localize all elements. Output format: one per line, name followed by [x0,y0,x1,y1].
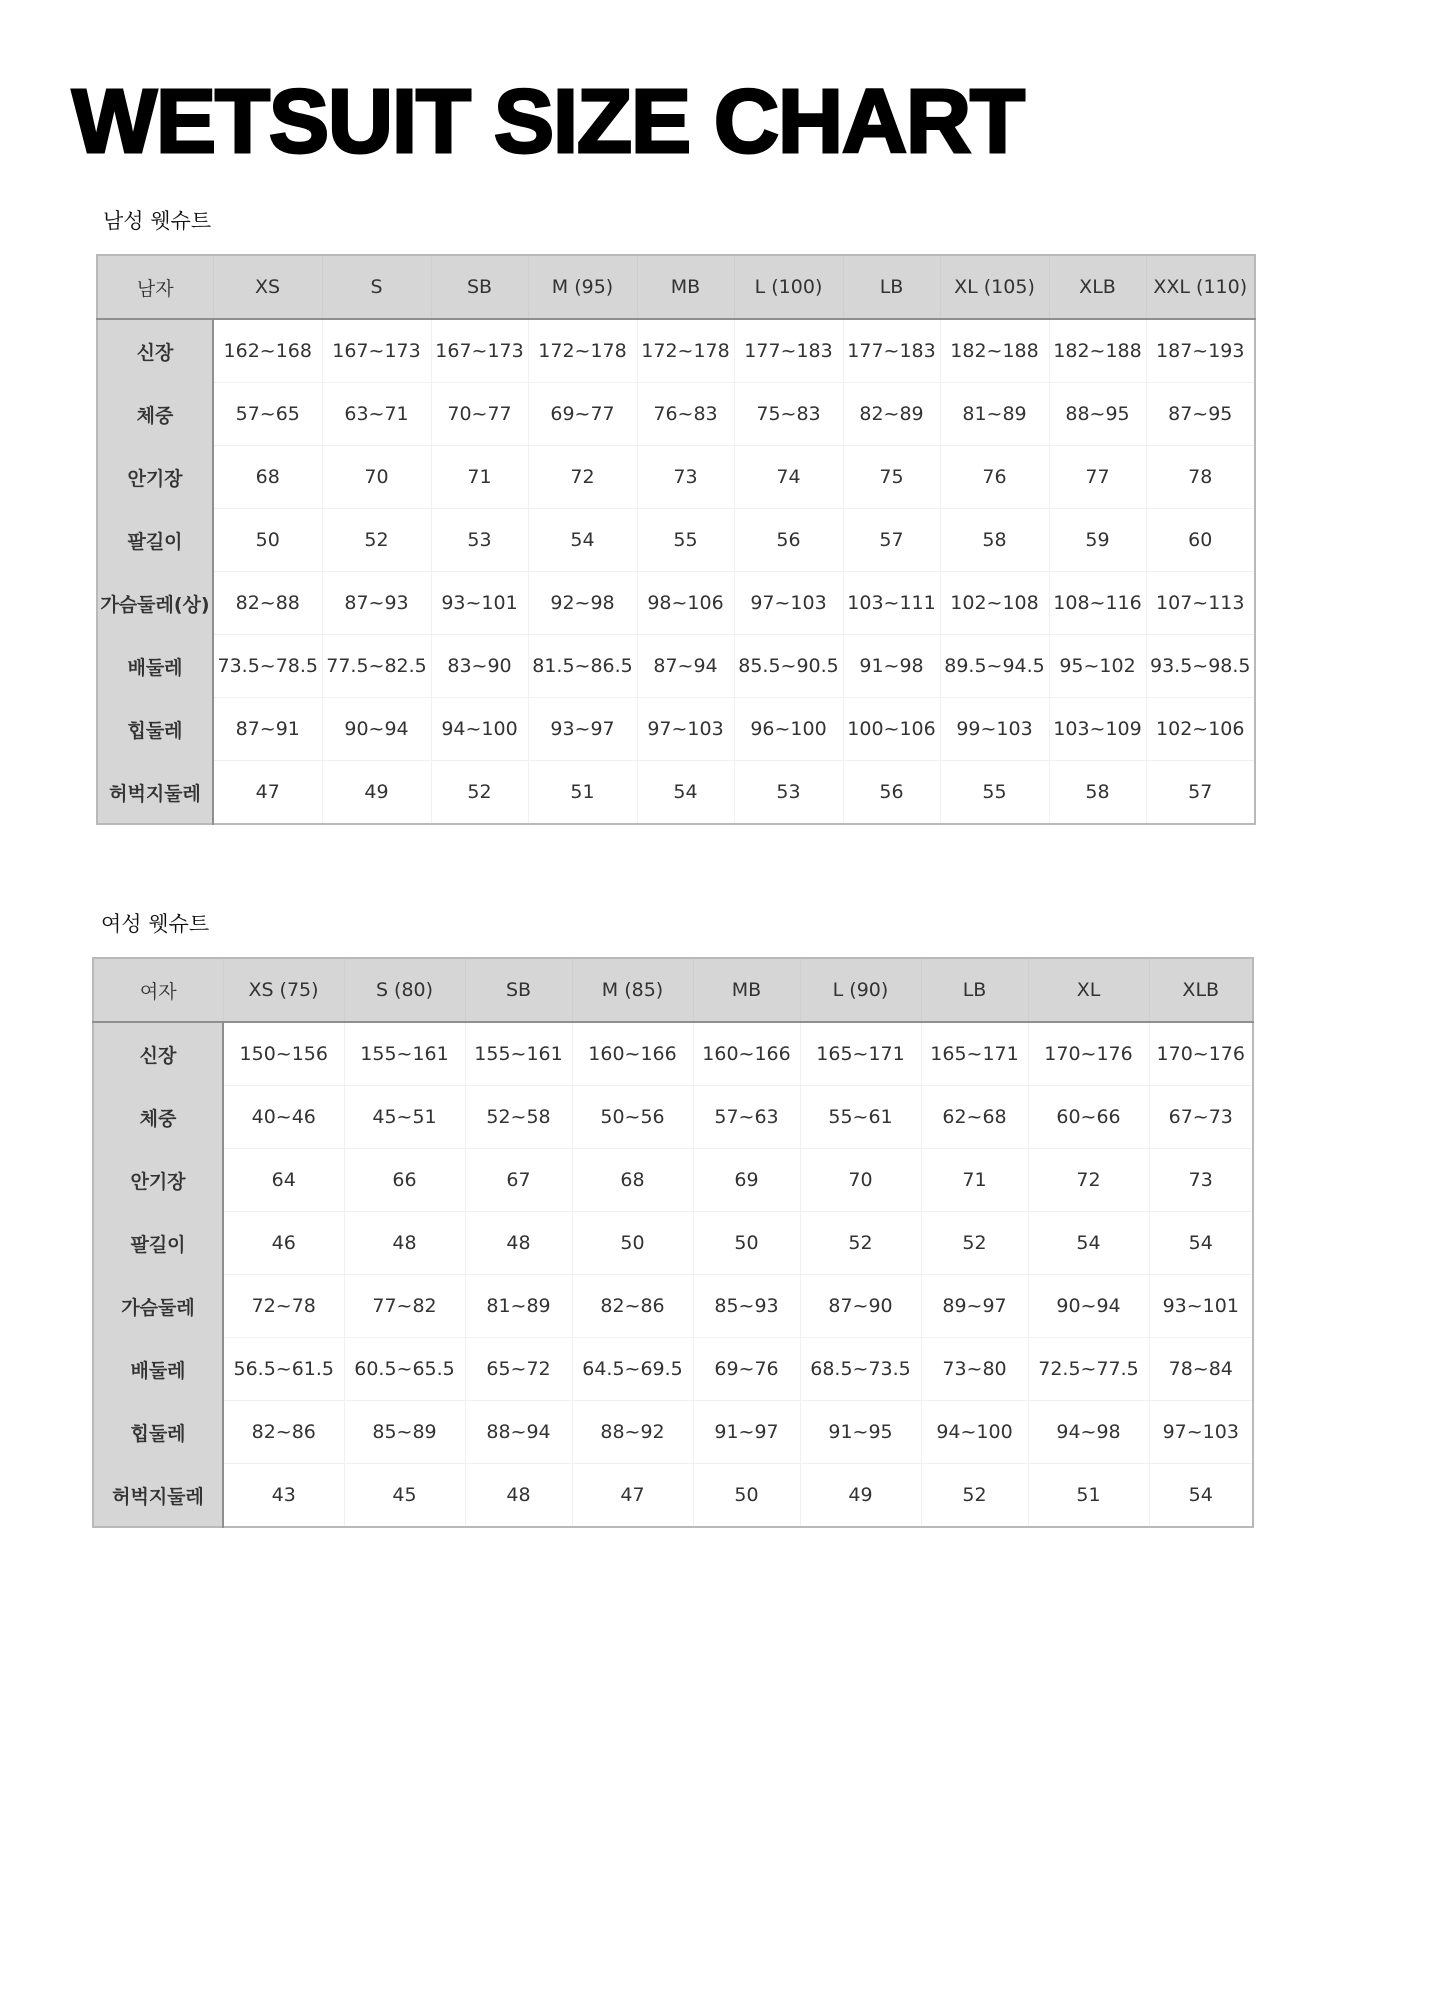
table-cell: 63~71 [322,383,431,446]
table-cell: 60.5~65.5 [344,1338,465,1401]
table-cell: 59 [1049,509,1146,572]
table-cell: 69~77 [528,383,637,446]
table-cell: 50 [693,1212,800,1275]
table-cell: 68 [572,1149,693,1212]
table-row [93,1338,1253,1401]
men-size-header: XXL (110) [1146,255,1255,319]
table-cell: 52~58 [465,1086,572,1149]
men-size-header: M (95) [528,255,637,319]
table-cell: 102~108 [940,572,1049,635]
table-cell: 103~109 [1049,698,1146,761]
table-cell: 88~92 [572,1401,693,1464]
table-cell: 182~188 [1049,319,1146,383]
table-cell: 167~173 [322,319,431,383]
women-size-header: XL [1028,958,1149,1022]
women-size-header: S (80) [344,958,465,1022]
table-cell: 107~113 [1146,572,1255,635]
table-row [97,319,1255,383]
table-cell: 85~93 [693,1275,800,1338]
table-cell: 53 [734,761,843,825]
table-row [97,446,1255,509]
table-cell: 69~76 [693,1338,800,1401]
table-cell: 51 [1028,1464,1149,1528]
table-row [97,761,1255,825]
men-size-header: L (100) [734,255,843,319]
table-cell: 57 [1146,761,1255,825]
table-cell: 72~78 [223,1275,344,1338]
table-cell: 57~65 [213,383,322,446]
table-cell: 82~89 [843,383,940,446]
table-cell: 81~89 [465,1275,572,1338]
men-row-label: 신장 [97,319,213,383]
table-cell: 68.5~73.5 [800,1338,921,1401]
table-cell: 160~166 [693,1022,800,1086]
women-size-table [92,957,1254,1528]
table-cell: 98~106 [637,572,734,635]
table-row [97,698,1255,761]
table-cell: 67 [465,1149,572,1212]
women-row-label: 신장 [93,1022,223,1086]
table-cell: 93.5~98.5 [1146,635,1255,698]
table-cell: 87~95 [1146,383,1255,446]
table-cell: 45 [344,1464,465,1528]
women-row-label: 허벅지둘레 [93,1464,223,1528]
table-cell: 70 [322,446,431,509]
women-size-header: SB [465,958,572,1022]
table-cell: 55~61 [800,1086,921,1149]
women-row-label: 팔길이 [93,1212,223,1275]
table-cell: 73 [637,446,734,509]
table-row [93,1149,1253,1212]
men-row-label: 배둘레 [97,635,213,698]
table-cell: 66 [344,1149,465,1212]
table-cell: 55 [637,509,734,572]
table-cell: 165~171 [800,1022,921,1086]
table-cell: 52 [921,1212,1028,1275]
table-cell: 81.5~86.5 [528,635,637,698]
women-row-label: 가슴둘레 [93,1275,223,1338]
table-cell: 54 [1149,1212,1253,1275]
table-cell: 90~94 [322,698,431,761]
men-size-header: SB [431,255,528,319]
women-row-label: 힙둘레 [93,1401,223,1464]
men-row-label: 힙둘레 [97,698,213,761]
men-row-label: 안기장 [97,446,213,509]
table-cell: 60~66 [1028,1086,1149,1149]
table-cell: 58 [1049,761,1146,825]
table-cell: 155~161 [344,1022,465,1086]
women-size-header: MB [693,958,800,1022]
table-cell: 103~111 [843,572,940,635]
table-cell: 46 [223,1212,344,1275]
table-cell: 85~89 [344,1401,465,1464]
women-size-header: L (90) [800,958,921,1022]
table-cell: 108~116 [1049,572,1146,635]
table-cell: 49 [800,1464,921,1528]
table-cell: 48 [465,1464,572,1528]
table-cell: 55 [940,761,1049,825]
table-cell: 81~89 [940,383,1049,446]
table-cell: 87~90 [800,1275,921,1338]
table-cell: 94~100 [921,1401,1028,1464]
table-cell: 67~73 [1149,1086,1253,1149]
table-cell: 48 [465,1212,572,1275]
table-cell: 90~94 [1028,1275,1149,1338]
women-row-label: 배둘레 [93,1338,223,1401]
table-cell: 43 [223,1464,344,1528]
men-size-table [96,254,1256,825]
table-cell: 82~86 [572,1275,693,1338]
table-cell: 40~46 [223,1086,344,1149]
table-cell: 88~95 [1049,383,1146,446]
table-cell: 75 [843,446,940,509]
table-cell: 76 [940,446,1049,509]
table-cell: 96~100 [734,698,843,761]
table-cell: 74 [734,446,843,509]
table-cell: 50 [572,1212,693,1275]
table-cell: 52 [800,1212,921,1275]
table-cell: 150~156 [223,1022,344,1086]
women-size-header: M (85) [572,958,693,1022]
table-cell: 47 [213,761,322,825]
men-row-label: 팔길이 [97,509,213,572]
table-cell: 93~97 [528,698,637,761]
table-row [93,1275,1253,1338]
table-cell: 91~97 [693,1401,800,1464]
women-corner-header: 여자 [93,958,223,1022]
table-cell: 94~100 [431,698,528,761]
table-cell: 57~63 [693,1086,800,1149]
table-cell: 82~86 [223,1401,344,1464]
men-size-header: S [322,255,431,319]
table-cell: 172~178 [528,319,637,383]
table-cell: 78 [1146,446,1255,509]
table-cell: 93~101 [1149,1275,1253,1338]
table-cell: 50 [213,509,322,572]
table-cell: 60 [1146,509,1255,572]
table-row [93,1212,1253,1275]
table-cell: 187~193 [1146,319,1255,383]
table-cell: 54 [1149,1464,1253,1528]
table-cell: 56.5~61.5 [223,1338,344,1401]
men-size-header: XS [213,255,322,319]
table-cell: 93~101 [431,572,528,635]
table-row [93,1086,1253,1149]
table-cell: 94~98 [1028,1401,1149,1464]
table-cell: 72 [528,446,637,509]
table-cell: 170~176 [1028,1022,1149,1086]
table-cell: 95~102 [1049,635,1146,698]
table-cell: 167~173 [431,319,528,383]
table-cell: 89.5~94.5 [940,635,1049,698]
table-cell: 87~94 [637,635,734,698]
table-cell: 71 [431,446,528,509]
table-cell: 69 [693,1149,800,1212]
table-cell: 73.5~78.5 [213,635,322,698]
men-row-label: 허벅지둘레 [97,761,213,825]
table-cell: 57 [843,509,940,572]
table-cell: 52 [322,509,431,572]
table-cell: 85.5~90.5 [734,635,843,698]
men-row-label: 체중 [97,383,213,446]
men-size-header: MB [637,255,734,319]
table-cell: 73~80 [921,1338,1028,1401]
table-cell: 91~95 [800,1401,921,1464]
table-cell: 182~188 [940,319,1049,383]
men-section-label: 남성 웻슈트 [103,209,212,233]
table-cell: 82~88 [213,572,322,635]
table-cell: 162~168 [213,319,322,383]
table-cell: 97~103 [1149,1401,1253,1464]
table-cell: 71 [921,1149,1028,1212]
men-row-label: 가슴둘레(상) [97,572,213,635]
table-cell: 102~106 [1146,698,1255,761]
table-cell: 177~183 [843,319,940,383]
table-cell: 68 [213,446,322,509]
table-row [97,383,1255,446]
men-size-header: XLB [1049,255,1146,319]
table-cell: 52 [431,761,528,825]
women-row-label: 체중 [93,1086,223,1149]
table-cell: 100~106 [843,698,940,761]
table-cell: 170~176 [1149,1022,1253,1086]
table-cell: 76~83 [637,383,734,446]
table-row [93,1464,1253,1528]
table-cell: 70 [800,1149,921,1212]
table-cell: 54 [637,761,734,825]
women-size-header: XLB [1149,958,1253,1022]
women-row-label: 안기장 [93,1149,223,1212]
table-cell: 172~178 [637,319,734,383]
table-cell: 52 [921,1464,1028,1528]
table-cell: 65~72 [465,1338,572,1401]
table-cell: 64 [223,1149,344,1212]
table-cell: 177~183 [734,319,843,383]
table-cell: 49 [322,761,431,825]
table-cell: 62~68 [921,1086,1028,1149]
table-cell: 48 [344,1212,465,1275]
men-size-header: LB [843,255,940,319]
table-row [97,635,1255,698]
men-corner-header: 남자 [97,255,213,319]
table-row [97,572,1255,635]
table-cell: 50 [693,1464,800,1528]
table-cell: 91~98 [843,635,940,698]
table-cell: 56 [843,761,940,825]
women-section-label: 여성 웻슈트 [101,912,210,936]
table-cell: 58 [940,509,1049,572]
table-cell: 70~77 [431,383,528,446]
table-cell: 77~82 [344,1275,465,1338]
table-cell: 83~90 [431,635,528,698]
page-title: WETSUIT SIZE CHART [72,72,1024,172]
table-cell: 54 [1028,1212,1149,1275]
women-size-header: LB [921,958,1028,1022]
table-cell: 56 [734,509,843,572]
table-cell: 77 [1049,446,1146,509]
table-cell: 165~171 [921,1022,1028,1086]
table-cell: 47 [572,1464,693,1528]
table-cell: 89~97 [921,1275,1028,1338]
men-size-header: XL (105) [940,255,1049,319]
table-cell: 53 [431,509,528,572]
table-cell: 160~166 [572,1022,693,1086]
table-cell: 72 [1028,1149,1149,1212]
table-cell: 77.5~82.5 [322,635,431,698]
table-cell: 78~84 [1149,1338,1253,1401]
table-cell: 97~103 [734,572,843,635]
table-row [93,1022,1253,1086]
table-cell: 54 [528,509,637,572]
table-row [93,1401,1253,1464]
table-cell: 72.5~77.5 [1028,1338,1149,1401]
table-row [97,509,1255,572]
table-cell: 92~98 [528,572,637,635]
women-size-header: XS (75) [223,958,344,1022]
table-cell: 88~94 [465,1401,572,1464]
table-cell: 87~91 [213,698,322,761]
table-cell: 73 [1149,1149,1253,1212]
table-cell: 50~56 [572,1086,693,1149]
table-cell: 97~103 [637,698,734,761]
table-cell: 99~103 [940,698,1049,761]
table-cell: 87~93 [322,572,431,635]
table-cell: 155~161 [465,1022,572,1086]
table-cell: 51 [528,761,637,825]
table-cell: 45~51 [344,1086,465,1149]
table-cell: 75~83 [734,383,843,446]
table-cell: 64.5~69.5 [572,1338,693,1401]
